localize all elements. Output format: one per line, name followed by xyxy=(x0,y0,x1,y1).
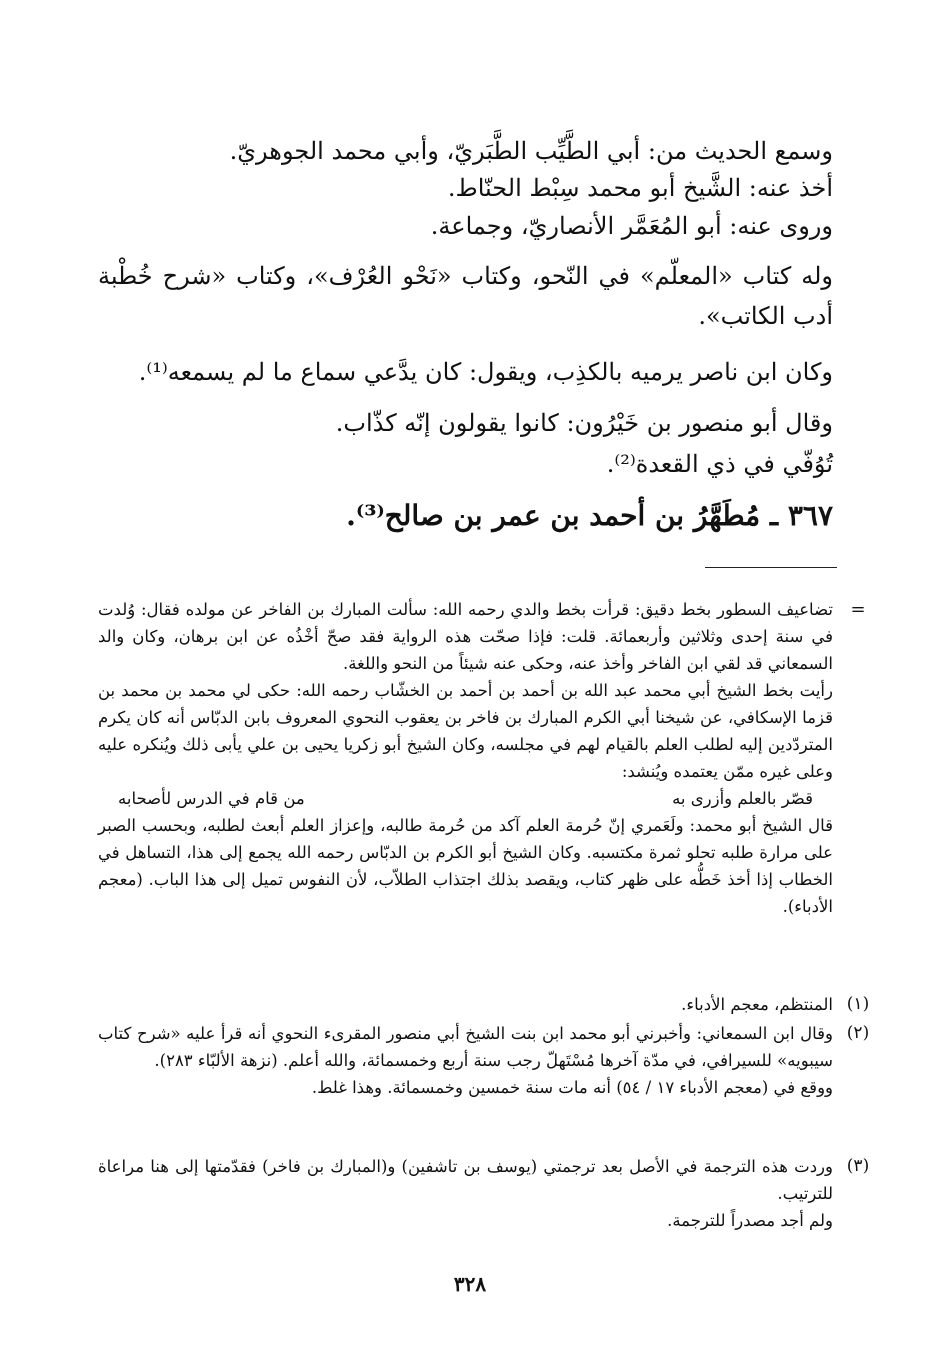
body-line-narrators: وروى عنه: أبو المُعَمَّر الأنصاريّ، وجماعة. xyxy=(430,212,833,240)
footnote-3 xyxy=(98,1153,870,1234)
continuation-marker: = xyxy=(850,599,866,620)
footnote-2-text: وقال ابن السمعاني: وأخبرني أبو محمد ابن بنت الشيخ أبي منصور المقرىء النحوي أنه قرأ عليه «شرح كتاب سيبويه» للسيرافي، في مدّة آخرها مُسْتَهلّ رجب سنة أربع وخمسمائة، والله أعلم. (نزهة الألبّاء ٢٨٣). xyxy=(98,1024,833,1070)
body-line-hadith-teachers: وسمع الحديث من: أبي الطَّيِّب الطَّبَريّ، وأبي محمد الجوهريّ. xyxy=(229,137,833,165)
footnote-1 xyxy=(98,991,870,1018)
poem-verse xyxy=(98,785,833,812)
footnote-cont-para-3: قال الشيخ أبو محمد: ولَعَمري إنّ حُرمة العلم آكد من حُرمة طالبه، وإعزاز العلم أبعث لطلبه، وبحسب الصبر على مرارة طلبه تحلو ثمرة مكتسبه. وكان الشيخ أبو الكرم بن الدبّاس رحمه الله يجمع إلى هذا، التساهل في الخطاب إذا أخذ خَطُّه على ظهر كتاب، ويقصد بذلك اجتذاب الطلاّب، لأن النفوس تميل إلى هذا الباب. (معجم الأدباء). xyxy=(98,816,833,916)
body-line-accusation: وكان ابن ناصر يرميه بالكذِب، ويقول: كان يدَّعي سماع ما لم يسمعه⁽¹⁾. xyxy=(138,358,833,386)
footnote-2 xyxy=(98,1020,870,1101)
footnote-separator-rule xyxy=(705,567,837,568)
body-line-khayrun: وقال أبو منصور بن خَيْرُون: كانوا يقولون إنّه كذّاب. xyxy=(335,409,833,437)
footnote-1-text: المنتظم، معجم الأدباء. xyxy=(681,995,833,1014)
footnote-2-text-b: ووقع في (معجم الأدباء ١٧ / ٥٤) أنه مات سنة خمسين وخمسمائة. وهذا غلط. xyxy=(311,1078,833,1097)
body-line-death: تُوُفّي في ذي القعدة⁽²⁾. xyxy=(606,450,833,478)
page-number: ٣٢٨ xyxy=(453,1272,487,1296)
footnote-cont-para-1: تضاعيف السطور بخط دقيق: قرأت بخط والدي رحمه الله: سألت المبارك بن الفاخر عن مولده فقال: وُلدت في سنة إحدى وثلاثين وأربعمائة. قلت: فإذا صحّت هذه الرواية فقد صحّ أخْذُه عن ابن برهان، وكان والد السمعاني قد لقي ابن الفاخر وأخذ عنه، وحكى عنه شيئاً من النحو واللغة. xyxy=(98,600,833,673)
entry-heading: ٣٦٧ ـ مُطَهَّرُ بن أحمد بن عمر بن صالح⁽³⁾. xyxy=(346,499,833,532)
footnote-continuation xyxy=(98,596,866,920)
footnote-3-text-b: ولم أجد مصدراً للترجمة. xyxy=(667,1211,833,1230)
verse-second-hemistich: من قام في الدرس لأصحابه xyxy=(118,789,305,808)
footnote-cont-para-2: رأيت بخط الشيخ أبي محمد عبد الله بن أحمد بن أحمد بن الخشّاب رحمه الله: حكى لي محمد بن محمد بن قزما الإسكافي، عن شيخنا أبي الكرم المبارك بن فاخر بن يعقوب النحوي المعروف بابن الدبّاس أنه كان يكرم المتردّدين إليه لطلب العلم بالقيام لهم في مجلسه، وكان الشيخ أبو زكريا يحيى بن علي يأبى ذلك ويُنكره عليه وعلى غيره ممّن يعتمده ويُنشد: xyxy=(98,681,833,781)
footnote-3-number: (٣) xyxy=(846,1156,870,1176)
body-para-books: وله كتاب «المعلّم» في النّحو، وكتاب «نَحْو العُرْف»، وكتاب «شرح خُطْبة أدب الكاتب». xyxy=(98,262,833,330)
footnote-3-text: وردت هذه الترجمة في الأصل بعد ترجمتي (يوسف بن تاشفين) و(المبارك بن فاخر) فقدّمتها إلى هنا مراعاة للترتيب. xyxy=(98,1157,833,1203)
verse-first-hemistich: قصّر بالعلم وأزرى به xyxy=(672,789,813,808)
body-line-students: أخذ عنه: الشَّيخ أبو محمد سِبْط الحنّاط. xyxy=(447,174,833,202)
footnote-2-number: (٢) xyxy=(846,1023,870,1043)
footnote-1-number: (١) xyxy=(846,994,870,1014)
